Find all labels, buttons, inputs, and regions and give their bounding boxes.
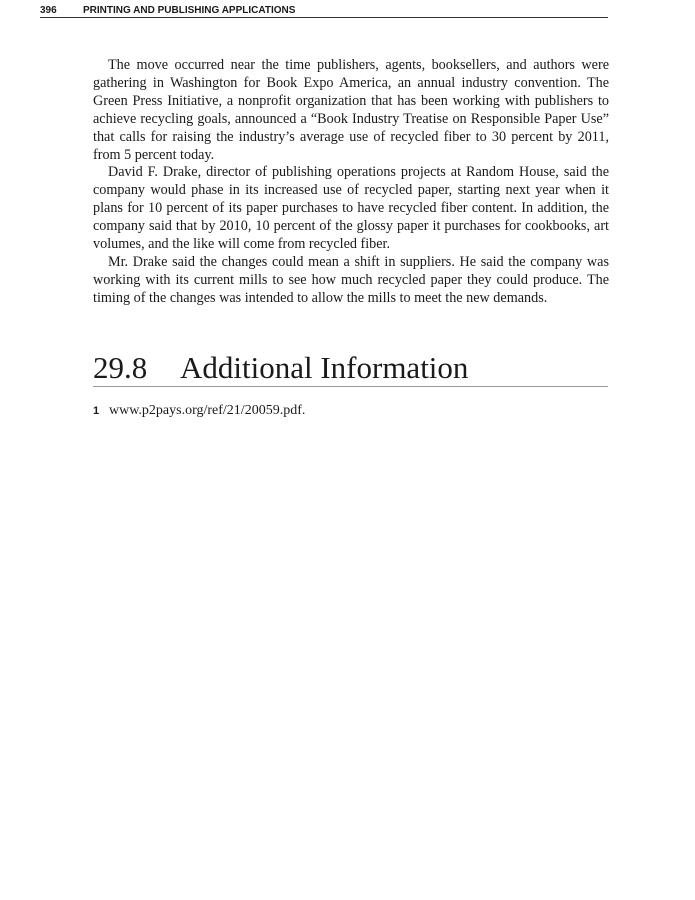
running-header <box>40 5 608 18</box>
body-paragraph: David F. Drake, director of publishing operations projects at Random House, said the company would phase in its increased use of recycled paper, starting next year when it plans for 10 percent of its paper purchases to have recycled fiber content. In addition, the company said that by 2010, 10 percent of the glossy paper it purchases for cookbooks, art volumes, and the like will come from recycled fiber. <box>93 164 609 253</box>
running-header-title: PRINTING AND PUBLISHING APPLICATIONS <box>83 5 296 16</box>
footnote <box>93 402 609 420</box>
body-text <box>93 57 609 308</box>
footnote-marker: 1 <box>93 405 100 417</box>
section-heading <box>93 349 608 387</box>
footnote-url: www.p2pays.org/ref/21/20059.pdf. <box>109 403 306 418</box>
section-title: Additional Information <box>180 350 469 385</box>
body-paragraph: Mr. Drake said the changes could mean a shift in suppliers. He said the company was working with its current mills to see how much recycled paper they could produce. The timing of the changes was intended to allow the mills to meet the new demands. <box>93 253 609 306</box>
section-number: 29.8 <box>93 350 148 385</box>
page-number: 396 <box>40 5 57 16</box>
body-paragraph: The move occurred near the time publishers, agents, booksellers, and authors were gathering in Washington for Book Expo America, an annual industry convention. The Green Press Initiative, a nonprofit organization that has been working with publishers to achieve recycling goals, announced a “Book Industry Treatise on Responsible Paper Use” that calls for raising the industry’s average use of recycled fiber to 30 percent by 2011, from 5 percent today. <box>93 57 609 163</box>
